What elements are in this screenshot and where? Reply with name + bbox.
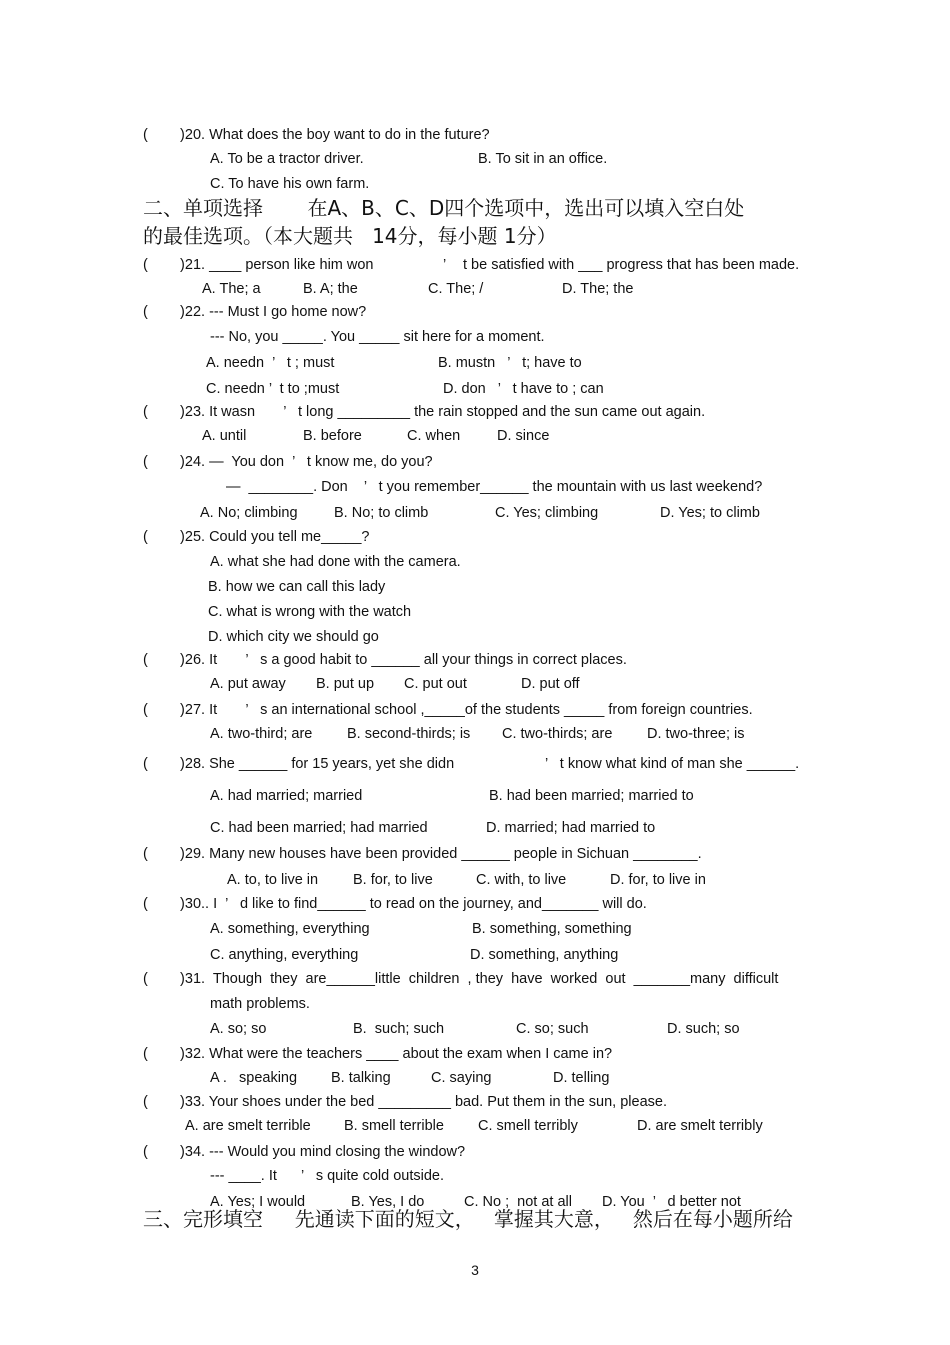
question-text: B. No; to climb <box>334 505 429 521</box>
question-text: ( )20. What does the boy want to do in the future? <box>143 127 490 143</box>
question-text: B. put up <box>316 676 375 692</box>
question-text: C. had been married; had married <box>210 820 428 836</box>
question-text: C. Yes; climbing <box>495 505 599 521</box>
question-text: D. telling <box>553 1070 610 1086</box>
question-text: ( )25. Could you tell me_____? <box>143 529 370 545</box>
question-text: ( )27. It ’ s an international school ,_____of the students _____ from foreign countries. <box>143 702 753 718</box>
question-text: B. such; such <box>353 1021 445 1037</box>
question-text: B. smell terrible <box>344 1118 444 1134</box>
question-text: A. To be a tractor driver. <box>210 151 364 167</box>
question-text: A. had married; married <box>210 788 363 804</box>
question-text: C. with, to live <box>476 872 567 888</box>
question-text: C. smell terribly <box>478 1118 578 1134</box>
question-text: B. A; the <box>303 281 358 297</box>
question-text: ( )31. Though they are______little children , they have worked out _______many difficult <box>143 971 779 987</box>
question-text: ( )21. ____ person like him won <box>143 257 374 273</box>
question-text: C. The; / <box>428 281 484 297</box>
question-text: D. for, to live in <box>610 872 706 888</box>
question-text: A. The; a <box>202 281 261 297</box>
question-text: B. mustn ’ t; have to <box>438 355 582 371</box>
question-text: D. married; had married to <box>486 820 656 836</box>
question-text: ( )32. What were the teachers ____ about the exam when I came in? <box>143 1046 613 1062</box>
question-text: C. To have his own farm. <box>210 176 370 192</box>
question-text: B. talking <box>331 1070 391 1086</box>
question-text: t be satisfied with ___ progress that has been made. <box>463 257 800 273</box>
question-text: B. something, something <box>472 921 632 937</box>
question-text: D. put off <box>521 676 580 692</box>
question-text: A. needn ’ t ; must <box>206 355 335 371</box>
question-text: ( )23. It wasn ’ t long _________ the rain stopped and the sun came out again. <box>143 404 706 420</box>
question-text: ( )26. It ’ s a good habit to ______ all your things in correct places. <box>143 652 627 668</box>
section-heading: 三、完形填空 先通读下面的短文， 掌握其大意， 然后在每小题所给 <box>143 1207 793 1231</box>
question-text: A. what she had done with the camera. <box>210 554 461 570</box>
question-text: D. since <box>497 428 550 444</box>
question-text: D. don ’ t have to ; can <box>443 381 604 397</box>
question-text: ( )22. --- Must I go home now? <box>143 304 367 320</box>
question-text: A . speaking <box>210 1070 298 1086</box>
question-text: A. so; so <box>210 1021 267 1037</box>
question-text: --- ____. It ’ s quite cold outside. <box>210 1168 444 1184</box>
question-text: C. saying <box>431 1070 492 1086</box>
question-text: C. when <box>407 428 461 444</box>
question-text: A. two-third; are <box>210 726 313 742</box>
question-text: --- No, you _____. You _____ sit here for a moment. <box>210 329 545 345</box>
question-text: B. second-thirds; is <box>347 726 471 742</box>
question-text: D. something, anything <box>470 947 619 963</box>
question-text: D. two-three; is <box>647 726 745 742</box>
question-text: A. to, to live in <box>227 872 319 888</box>
question-text: D. which city we should go <box>208 629 379 645</box>
question-text: C. put out <box>404 676 467 692</box>
question-text: ’ t know what kind of man she ______. <box>545 756 800 772</box>
question-text: A. something, everything <box>210 921 370 937</box>
section-heading: 的最佳选项。（本大题共 14分，每小题 1分） <box>143 224 557 248</box>
question-text: ’ <box>443 257 447 273</box>
question-text: ( )24. — You don ’ t know me, do you? <box>143 454 433 470</box>
question-text: C. so; such <box>516 1021 589 1037</box>
question-text: A. until <box>202 428 247 444</box>
question-text: ( )33. Your shoes under the bed _________ bad. Put them in the sun, please. <box>143 1094 667 1110</box>
question-text: A. No; climbing <box>200 505 298 521</box>
question-text: A. are smelt terrible <box>185 1118 311 1134</box>
question-text: — ________. Don ’ t you remember______ the mountain with us last weekend? <box>226 479 763 495</box>
question-text: C. needn ’ t to ;must <box>206 381 340 397</box>
page-number: 3 <box>471 1262 479 1278</box>
question-text: C. what is wrong with the watch <box>208 604 412 620</box>
question-text: A. put away <box>210 676 286 692</box>
question-text: ( )29. Many new houses have been provided ______ people in Sichuan ________. <box>143 846 702 862</box>
question-text: C. No ; not at all <box>464 1194 572 1210</box>
question-text: D. such; so <box>667 1021 740 1037</box>
question-text: B. had been married; married to <box>489 788 694 804</box>
question-text: B. before <box>303 428 362 444</box>
question-text: D. Yes; to climb <box>660 505 760 521</box>
question-text: ( )34. --- Would you mind closing the window? <box>143 1144 466 1160</box>
question-text: ( )30.. I ’ d like to find______ to read on the journey, and_______ will do. <box>143 896 647 912</box>
question-text: C. two-thirds; are <box>502 726 613 742</box>
question-text: B. Yes, I do <box>351 1194 425 1210</box>
question-text: B. for, to live <box>353 872 433 888</box>
question-text: A. Yes; I would <box>210 1194 306 1210</box>
question-text: D. are smelt terribly <box>637 1118 763 1134</box>
question-text: D. The; the <box>562 281 634 297</box>
question-text: C. anything, everything <box>210 947 359 963</box>
question-text: B. To sit in an office. <box>478 151 608 167</box>
question-text: ( )28. She ______ for 15 years, yet she didn <box>143 756 455 772</box>
section-heading: 二、单项选择 在A、B、C、D四个选项中，选出可以填入空白处 <box>143 196 745 220</box>
question-text: D. You ’ d better not <box>602 1194 741 1210</box>
question-text: math problems. <box>210 996 310 1012</box>
question-text: B. how we can call this lady <box>208 579 386 595</box>
